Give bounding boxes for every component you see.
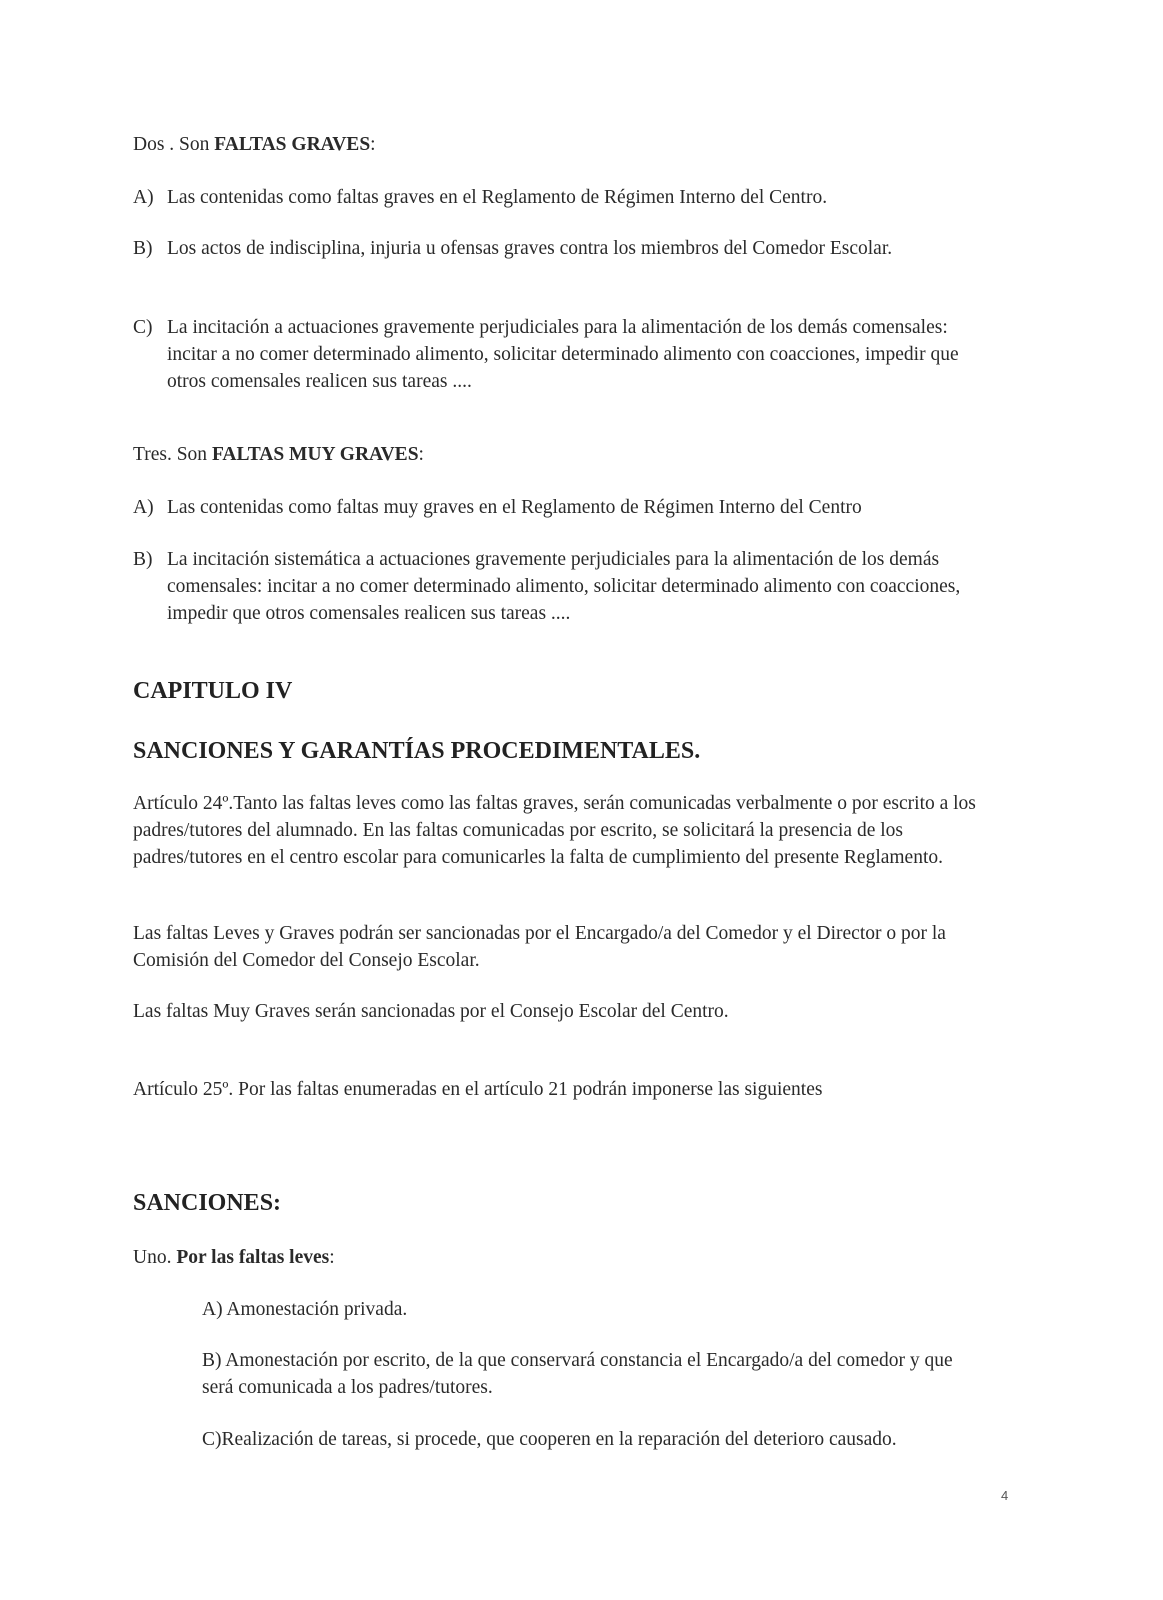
chapter-subtitle: SANCIONES Y GARANTÍAS PROCEDIMENTALES. bbox=[133, 738, 701, 764]
sanciones-uno-lead bbox=[133, 1244, 1033, 1271]
list-item bbox=[133, 314, 1033, 395]
lead-text: Uno. bbox=[133, 1247, 177, 1268]
list-item bbox=[133, 546, 1033, 627]
item-marker: C) bbox=[133, 317, 153, 338]
section-tres-lead bbox=[133, 441, 1033, 468]
sancion-item: C)Realización de tareas, si procede, que cooperen en la reparación del deterioro causado. bbox=[202, 1429, 897, 1450]
item-marker: B) bbox=[133, 549, 153, 570]
lead-text: Tres. Son bbox=[133, 444, 212, 465]
item-text: La incitación sistemática a actuaciones gravemente perjudiciales para la alimentación de los demás comensales: incitar a no comer determinado alimento, solicitar determinado alimento con coacciones, impedir que otros comensales realicen sus tareas .... bbox=[167, 549, 961, 624]
list-item bbox=[133, 184, 1033, 211]
lead-tail: : bbox=[329, 1247, 335, 1268]
sancion-item: A) Amonestación privada. bbox=[202, 1299, 408, 1320]
item-marker: A) bbox=[133, 187, 154, 208]
item-text: Las contenidas como faltas muy graves en el Reglamento de Régimen Interno del Centro bbox=[167, 497, 862, 518]
articulo-24-paragraph-2: Las faltas Leves y Graves podrán ser sancionadas por el Encargado/a del Comedor y el Director o por la Comisión del Comedor del Consejo Escolar. bbox=[133, 923, 946, 971]
list-item bbox=[133, 494, 1033, 521]
lead-bold-text: FALTAS GRAVES bbox=[214, 134, 371, 155]
item-marker: A) bbox=[133, 497, 154, 518]
section-dos-lead bbox=[133, 131, 1033, 158]
lead-bold-text: Por las faltas leves bbox=[176, 1247, 330, 1268]
lead-tail: : bbox=[418, 444, 424, 465]
lead-bold-text: FALTAS MUY GRAVES bbox=[211, 444, 419, 465]
list-item bbox=[133, 235, 1033, 262]
item-text: Los actos de indisciplina, injuria u ofensas graves contra los miembros del Comedor Escolar. bbox=[167, 238, 893, 259]
sancion-item: B) Amonestación por escrito, de la que conservará constancia el Encargado/a del comedor y que será comunicada a los padres/tutores. bbox=[202, 1350, 953, 1398]
articulo-24-paragraph: Artículo 24º.Tanto las faltas leves como las faltas graves, serán comunicadas verbalmente o por escrito a los padres/tutores del alumnado. En las faltas comunicadas por escrito, se solicitará la presencia de los padres/tutores en el centro escolar para comunicarles la falta de cumplimiento del presente Reglamento. bbox=[133, 793, 976, 868]
lead-text: Dos . Son bbox=[133, 134, 215, 155]
lead-tail: : bbox=[370, 134, 376, 155]
page-number: 4 bbox=[1001, 1488, 1009, 1503]
chapter-title: CAPITULO IV bbox=[133, 678, 293, 704]
item-text: La incitación a actuaciones gravemente perjudiciales para la alimentación de los demás comensales: incitar a no comer determinado alimento, solicitar determinado alimento con coacciones, impedir que otros comensales realicen sus tareas .... bbox=[167, 317, 959, 392]
item-text: Las contenidas como faltas graves en el Reglamento de Régimen Interno del Centro. bbox=[167, 187, 828, 208]
articulo-25-paragraph: Artículo 25º. Por las faltas enumeradas en el artículo 21 podrán imponerse las siguientes bbox=[133, 1079, 823, 1100]
articulo-24-paragraph-3: Las faltas Muy Graves serán sancionadas por el Consejo Escolar del Centro. bbox=[133, 1001, 729, 1022]
sanciones-title: SANCIONES: bbox=[133, 1190, 282, 1216]
item-marker: B) bbox=[133, 238, 153, 259]
